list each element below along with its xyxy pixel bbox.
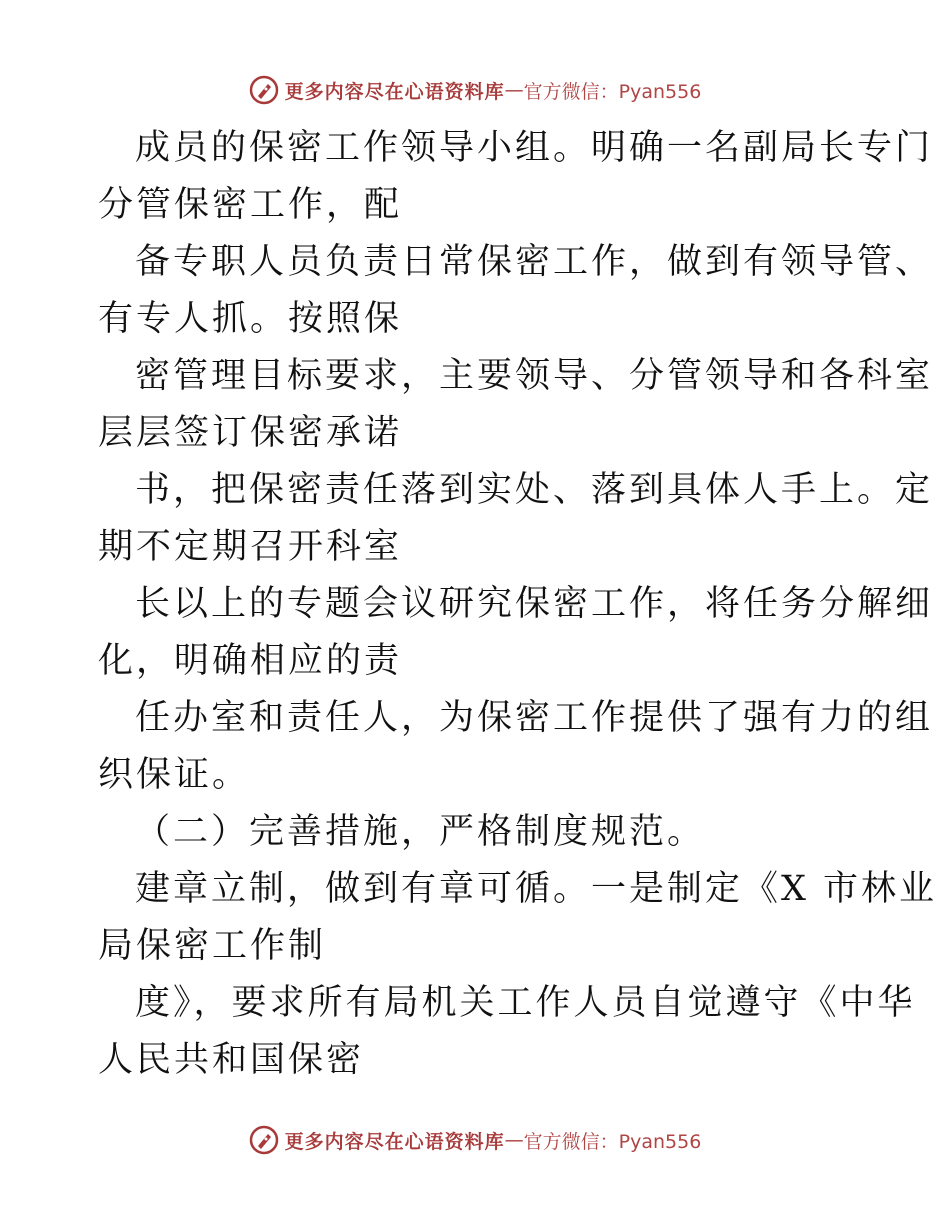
body-line: 织保证。 (98, 755, 251, 795)
header-banner (0, 70, 950, 110)
body-line: 度》，要求所有局机关工作人员自觉遵守《中华 (135, 983, 916, 1023)
pen-nib-logo-icon (249, 1125, 279, 1155)
body-line: 书，把保密责任落到实处、落到具体人手上。定 (135, 470, 934, 510)
body-line: 长以上的专题会议研究保密工作，将任务分解细 (135, 584, 934, 624)
header-contact: 官方微信：Pyan556 (523, 80, 702, 103)
body-line: 密管理目标要求，主要领导、分管领导和各科室 (135, 356, 934, 396)
header-brand: 更多内容尽在心语资料库 (284, 80, 505, 103)
footer-brand: 更多内容尽在心语资料库 (284, 1130, 505, 1153)
pen-nib-logo-icon (249, 75, 279, 105)
footer-separator: — (504, 1129, 524, 1151)
body-line: 化，明确相应的责 (98, 641, 403, 681)
body-line: 建章立制，做到有章可循。一是制定《X 市林业 (135, 869, 938, 909)
footer-contact: 官方微信：Pyan556 (523, 1130, 702, 1153)
body-line: 人民共和国保密 (98, 1040, 365, 1080)
body-line: 备专职人员负责日常保密工作，做到有领导管、 (135, 242, 934, 282)
body-line: 有专人抓。按照保 (98, 299, 403, 339)
footer-banner (0, 1120, 950, 1160)
header-separator: — (504, 79, 524, 101)
body-line: 任办室和责任人，为保密工作提供了强有力的组 (135, 698, 934, 738)
body-line: 层层签订保密承诺 (98, 413, 403, 453)
body-line: 局保密工作制 (98, 926, 327, 966)
body-line: 期不定期召开科室 (98, 527, 403, 567)
body-line: 分管保密工作，配 (98, 185, 403, 225)
body-line: 成员的保密工作领导小组。明确一名副局长专门 (135, 128, 934, 168)
section-heading: （二）完善措施，严格制度规范。 (135, 812, 706, 852)
